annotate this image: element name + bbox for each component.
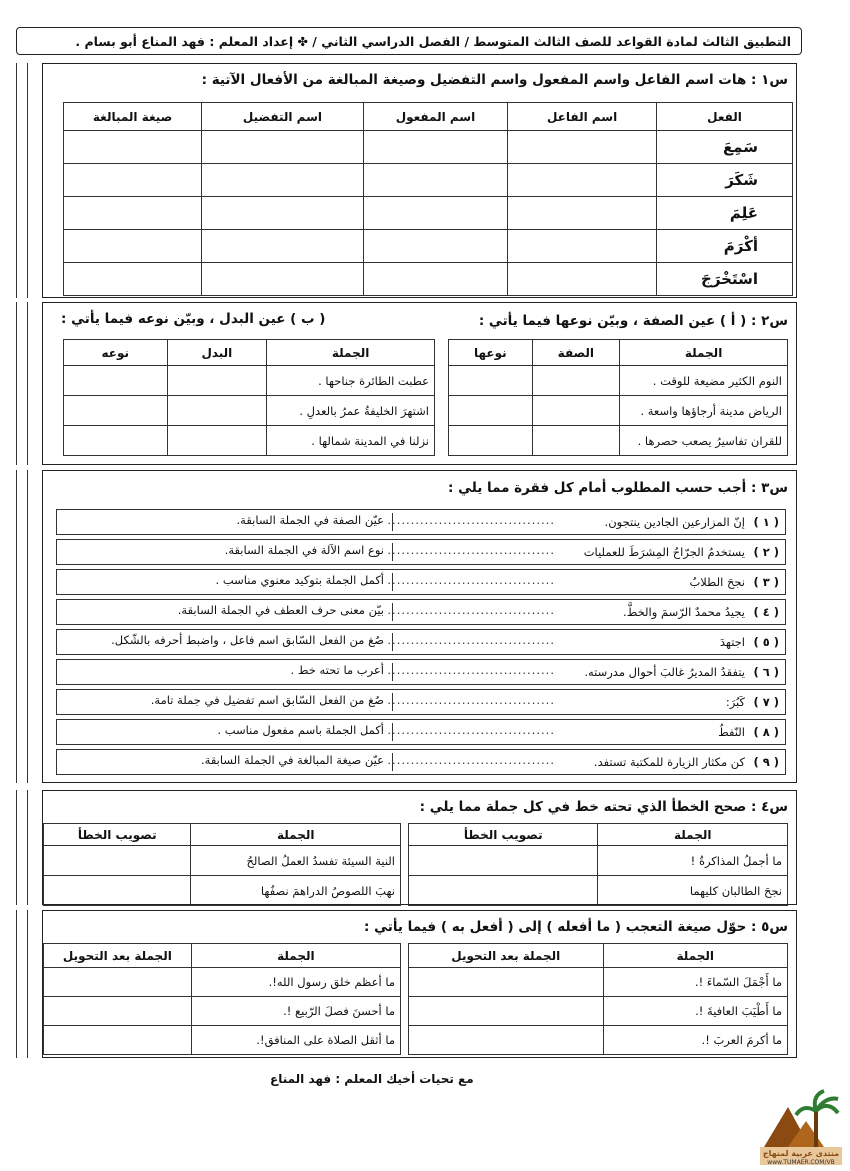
answer-cell[interactable] bbox=[44, 846, 191, 876]
q3-item-number: ( ٩ ) bbox=[753, 755, 779, 769]
answer-cell[interactable] bbox=[532, 366, 620, 396]
answer-cell[interactable] bbox=[64, 396, 168, 426]
q2-apposition-table bbox=[63, 339, 435, 456]
q3-item-sentence: نجحَ الطلابُ bbox=[689, 575, 745, 589]
answer-cell[interactable] bbox=[449, 396, 533, 426]
q4-header-sentence: الجملة bbox=[191, 824, 401, 846]
q4-right-table bbox=[408, 823, 788, 906]
answer-dots[interactable]: .................................... bbox=[387, 513, 555, 527]
answer-cell[interactable] bbox=[363, 131, 508, 164]
q2b-header-sentence: الجملة bbox=[267, 340, 435, 366]
q3-item bbox=[56, 539, 786, 565]
q3-item bbox=[56, 629, 786, 655]
q4-sentence: ما أجملُ المذاكرةُ ! bbox=[598, 846, 788, 876]
answer-cell[interactable] bbox=[363, 230, 508, 263]
answer-cell[interactable] bbox=[363, 164, 508, 197]
q5-sentence: ما أحسنَ فصلَ الرّبيع !. bbox=[191, 997, 400, 1026]
answer-cell[interactable] bbox=[44, 1026, 192, 1055]
answer-cell[interactable] bbox=[508, 164, 657, 197]
q3-item bbox=[56, 689, 786, 715]
q5-left-table bbox=[43, 943, 401, 1055]
q5-title: س٥ : حوّل صيغة التعجب ( ما أفعله ) إلى ( أفعل به ) فيما يأتي : bbox=[364, 919, 788, 935]
q5-sentence: ما أكرمَ العربَ !. bbox=[603, 1026, 787, 1055]
q2b-header-type: نوعه bbox=[64, 340, 168, 366]
answer-cell[interactable] bbox=[202, 131, 364, 164]
q3-item-sentence: إنّ المزارعين الجادين ينتجون. bbox=[604, 515, 745, 529]
answer-dots[interactable]: .................................... bbox=[387, 573, 555, 587]
answer-cell[interactable] bbox=[44, 876, 191, 906]
answer-cell[interactable] bbox=[64, 366, 168, 396]
q2a-header-type: نوعها bbox=[449, 340, 533, 366]
answer-cell[interactable] bbox=[64, 131, 202, 164]
q4-sentence: النية السيئة تفسدُ العملُ الصالحُ bbox=[191, 846, 401, 876]
margin-lines bbox=[16, 302, 43, 465]
q3-item-sentence: يتفقدُ المديرُ غالبَ أحوال مدرسته. bbox=[584, 665, 745, 679]
q4-header-correction: تصويب الخطأ bbox=[409, 824, 598, 846]
answer-cell[interactable] bbox=[532, 396, 620, 426]
q5-header-converted: الجملة بعد التحويل bbox=[409, 944, 604, 968]
q3-item-task: أكمل الجملة باسم مفعول مناسب . bbox=[63, 723, 393, 741]
q3-item bbox=[56, 719, 786, 745]
answer-cell[interactable] bbox=[409, 876, 598, 906]
q3-item-sentence: النّفطُ bbox=[718, 725, 745, 739]
q3-section bbox=[42, 470, 797, 783]
answer-cell[interactable] bbox=[508, 263, 657, 296]
q4-section bbox=[42, 790, 797, 905]
q3-item-task: عيّن الصفة في الجملة السابقة. bbox=[63, 513, 393, 531]
q3-item bbox=[56, 749, 786, 775]
q3-item-task: بيّن معنى حرف العطف في الجملة السابقة. bbox=[63, 603, 393, 621]
q3-item-task: صُغ من الفعل السّابق اسم فاعل ، واضبط أحرفه بالشّكل. bbox=[63, 633, 393, 651]
q2a-sentence: للقران تفاسيرُ يصعب حصرها . bbox=[620, 426, 788, 456]
q3-item-number: ( ٦ ) bbox=[753, 665, 779, 679]
answer-cell[interactable] bbox=[409, 968, 604, 997]
q2-title-a: س٢ : ( أ ) عين الصفة ، وبيّن نوعها فيما يأتي : bbox=[478, 313, 788, 329]
q2-section bbox=[42, 302, 797, 465]
q3-item-task: أكمل الجملة بتوكيد معنوي مناسب . bbox=[63, 573, 393, 591]
q2b-sentence: عطبت الطائرة جناحها . bbox=[267, 366, 435, 396]
answer-cell[interactable] bbox=[363, 263, 508, 296]
q3-item bbox=[56, 509, 786, 535]
answer-cell[interactable] bbox=[64, 230, 202, 263]
answer-cell[interactable] bbox=[64, 197, 202, 230]
answer-cell[interactable] bbox=[64, 426, 168, 456]
q3-item-task: عيّن صيغة المبالغة في الجملة السابقة. bbox=[63, 753, 393, 771]
answer-dots[interactable]: .................................... bbox=[387, 693, 555, 707]
q4-title: س٤ : صحح الخطأ الذي تحته خط في كل جملة مما يلي : bbox=[419, 799, 788, 815]
answer-cell[interactable] bbox=[508, 230, 657, 263]
q1-header-intensive-form: صيغة المبالغة bbox=[64, 103, 202, 131]
q3-item-task: نوع اسم الآلة في الجملة السابقة. bbox=[63, 543, 393, 561]
verb-cell: اسْتَخْرَجَ bbox=[656, 263, 792, 296]
q3-item-sentence: اجتهدَ bbox=[719, 635, 745, 649]
q5-header-sentence: الجملة bbox=[603, 944, 787, 968]
q3-item-number: ( ٣ ) bbox=[753, 575, 779, 589]
answer-cell[interactable] bbox=[44, 968, 192, 997]
q1-header-active-participle: اسم الفاعل bbox=[508, 103, 657, 131]
q3-item bbox=[56, 599, 786, 625]
forum-logo bbox=[758, 1085, 844, 1167]
q3-item-task: صُغ من الفعل السّابق اسم تفضيل في جملة تامة. bbox=[63, 693, 393, 711]
answer-cell[interactable] bbox=[409, 1026, 604, 1055]
q3-item-number: ( ٢ ) bbox=[753, 545, 779, 559]
answer-cell[interactable] bbox=[508, 131, 657, 164]
verb-cell: عَلِمَ bbox=[656, 197, 792, 230]
q1-table bbox=[63, 102, 793, 296]
answer-cell[interactable] bbox=[167, 366, 267, 396]
answer-cell[interactable] bbox=[64, 164, 202, 197]
answer-cell[interactable] bbox=[409, 997, 604, 1026]
verb-cell: شَكَرَ bbox=[656, 164, 792, 197]
q3-item-task: أعرب ما تحته خط . bbox=[63, 663, 393, 681]
q3-item-number: ( ٨ ) bbox=[753, 725, 779, 739]
logo-title: منتدى عربية لمنهاج bbox=[762, 1149, 840, 1158]
q2b-header-apposition: البدل bbox=[167, 340, 267, 366]
answer-cell[interactable] bbox=[202, 164, 364, 197]
answer-dots[interactable]: .................................... bbox=[387, 633, 555, 647]
q4-header-sentence: الجملة bbox=[598, 824, 788, 846]
answer-dots[interactable]: .................................... bbox=[387, 603, 555, 617]
q4-header-correction: تصويب الخطأ bbox=[44, 824, 191, 846]
answer-cell[interactable] bbox=[508, 197, 657, 230]
q1-section bbox=[42, 63, 797, 298]
margin-lines bbox=[16, 63, 43, 298]
q3-item-number: ( ٥ ) bbox=[753, 635, 779, 649]
margin-lines bbox=[16, 910, 43, 1058]
q2a-header-sentence: الجملة bbox=[620, 340, 788, 366]
answer-cell[interactable] bbox=[44, 997, 192, 1026]
q3-item-number: ( ١ ) bbox=[753, 515, 779, 529]
q5-header-sentence: الجملة bbox=[191, 944, 400, 968]
q5-sentence: ما أعظم خلق رسول الله!. bbox=[191, 968, 400, 997]
answer-cell[interactable] bbox=[64, 263, 202, 296]
q3-title: س٣ : أجب حسب المطلوب أمام كل فقرة مما يلي : bbox=[447, 480, 788, 496]
q5-header-converted: الجملة بعد التحويل bbox=[44, 944, 192, 968]
q1-header-verb: الفعل bbox=[656, 103, 792, 131]
q4-sentence: نجحَ الطالبان كليهما bbox=[598, 876, 788, 906]
answer-cell[interactable] bbox=[532, 426, 620, 456]
answer-cell[interactable] bbox=[449, 366, 533, 396]
q5-sentence: ما أَجْمَلَ السّماءَ !. bbox=[603, 968, 787, 997]
q3-item bbox=[56, 569, 786, 595]
q2a-header-adjective: الصفة bbox=[532, 340, 620, 366]
q5-sentence: ما أَطْيَبَ العافيةَ !. bbox=[603, 997, 787, 1026]
q1-header-comparative: اسم التفضيل bbox=[202, 103, 364, 131]
answer-dots[interactable]: .................................... bbox=[387, 753, 555, 767]
q5-section bbox=[42, 910, 797, 1058]
answer-dots[interactable]: .................................... bbox=[387, 723, 555, 737]
answer-cell[interactable] bbox=[363, 197, 508, 230]
q2b-sentence: اشتهرَ الخليفةُ عمرُ بالعدلِ . bbox=[267, 396, 435, 426]
q2a-sentence: الرياض مدينة أرجاؤها واسعة . bbox=[620, 396, 788, 426]
answer-cell[interactable] bbox=[202, 197, 364, 230]
q4-left-table bbox=[43, 823, 401, 906]
answer-cell[interactable] bbox=[202, 263, 364, 296]
q2-adjective-table bbox=[448, 339, 788, 456]
footer-signature: مع تحيات أخيك المعلم : فهد المناع bbox=[270, 1072, 474, 1086]
q2-title-b: ( ب ) عين البدل ، وبيّن نوعه فيما يأتي : bbox=[61, 311, 326, 327]
margin-lines bbox=[16, 470, 43, 783]
q4-sentence: نهبَ اللصوصُ الدراهمَ نصفُها bbox=[191, 876, 401, 906]
q2b-sentence: نزلنا في المدينة شمالها . bbox=[267, 426, 435, 456]
margin-lines bbox=[16, 790, 43, 905]
q5-right-table bbox=[408, 943, 788, 1055]
q1-title: س١ : هات اسم الفاعل واسم المفعول واسم التفضيل وصيغة المبالغة من الأفعال الآتية : bbox=[201, 72, 788, 88]
answer-cell[interactable] bbox=[202, 230, 364, 263]
verb-cell: سَمِعَ bbox=[656, 131, 792, 164]
answer-cell[interactable] bbox=[167, 396, 267, 426]
q3-item bbox=[56, 659, 786, 685]
q3-item-sentence: كَبُرَ: bbox=[725, 695, 745, 709]
worksheet-header: التطبيق الثالث لمادة القواعد للصف الثالث المتوسط / الفصل الدراسي الثاني / ✤ إعداد المعلم : فهد المناع أبو بسام . bbox=[16, 27, 802, 55]
q2a-sentence: النوم الكثير مضيعة للوقت . bbox=[620, 366, 788, 396]
answer-cell[interactable] bbox=[409, 846, 598, 876]
answer-dots[interactable]: .................................... bbox=[387, 663, 555, 677]
verb-cell: أكْرَمَ bbox=[656, 230, 792, 263]
q3-item-number: ( ٧ ) bbox=[753, 695, 779, 709]
logo-url: www.TUMAER.COM/VB bbox=[767, 1159, 835, 1166]
q1-header-passive-participle: اسم المفعول bbox=[363, 103, 508, 131]
q3-item-sentence: يجيدُ محمدٌ الرّسمَ والخطَّ. bbox=[623, 605, 745, 619]
q3-item-sentence: كن مكثار الزيارة للمكتبة تستفد. bbox=[593, 755, 745, 769]
q3-item-number: ( ٤ ) bbox=[753, 605, 779, 619]
answer-cell[interactable] bbox=[167, 426, 267, 456]
answer-dots[interactable]: .................................... bbox=[387, 543, 555, 557]
answer-cell[interactable] bbox=[449, 426, 533, 456]
q3-item-sentence: يستخدمُ الجرّاحُ المِشرَطَ للعمليات bbox=[583, 545, 745, 559]
q5-sentence: ما أثقل الصلاة على المنافق!. bbox=[191, 1026, 400, 1055]
